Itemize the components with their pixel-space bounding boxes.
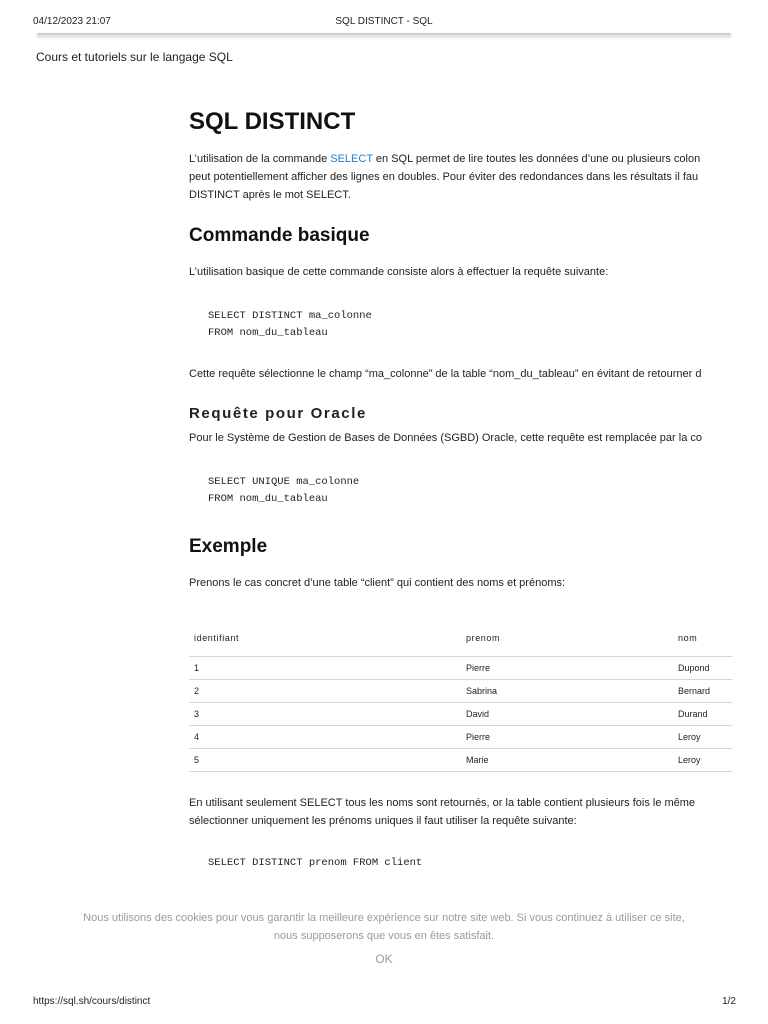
cookie-banner xyxy=(0,952,768,966)
column-header-identifiant: identifiant xyxy=(189,620,461,657)
client-table xyxy=(189,620,732,772)
code-line: FROM nom_du_tableau xyxy=(208,493,328,505)
example-description: Prenons le cas concret d’une table “client” qui contient des noms et prénoms: xyxy=(189,577,566,589)
cookie-ok-button[interactable]: OK xyxy=(375,952,393,966)
basic-explanation: Cette requête sélectionne le champ “ma_colonne” de la table “nom_du_tableau” en évitant de retourner d xyxy=(189,368,702,380)
table-cell: 3 xyxy=(189,703,461,726)
table-cell: 1 xyxy=(189,657,461,680)
table-header-row xyxy=(189,620,732,657)
code-block-basic xyxy=(189,308,732,342)
site-tagline[interactable]: Cours et tutoriels sur le langage SQL xyxy=(36,50,233,64)
table-cell: Marie xyxy=(461,749,673,772)
column-header-prenom: prenom xyxy=(461,620,673,657)
code-line: SELECT DISTINCT prenom FROM client xyxy=(208,857,423,869)
table-cell: 4 xyxy=(189,726,461,749)
print-page-number: 1/2 xyxy=(722,996,736,1007)
section-heading-example: Exemple xyxy=(189,536,268,557)
print-url: https://sql.sh/cours/distinct xyxy=(33,996,151,1007)
oracle-description: Pour le Système de Gestion de Bases de Données (SGBD) Oracle, cette requête est remplacée par la co xyxy=(189,432,702,444)
article-content xyxy=(189,108,732,888)
column-header-nom: nom xyxy=(673,620,732,657)
table-cell: Bernard xyxy=(673,680,732,703)
example-explanation-line-1: En utilisant seulement SELECT tous les noms sont retournés, or la table contient plusieurs fois le même xyxy=(189,797,696,809)
intro-line-2: peut potentiellement afficher des lignes en doubles. Pour éviter des redondances dans les résultats il fau xyxy=(189,171,699,183)
table-cell: Leroy xyxy=(673,749,732,772)
code-line: SELECT UNIQUE ma_colonne xyxy=(208,476,360,488)
cookie-text-line-2: nous supposerons que vous en êtes satisfait. xyxy=(273,930,495,942)
table-cell: 5 xyxy=(189,749,461,772)
table-cell: Dupond xyxy=(673,657,732,680)
table-row xyxy=(189,703,732,726)
intro-paragraph xyxy=(189,150,732,204)
print-header xyxy=(0,16,768,30)
table-cell: 2 xyxy=(189,680,461,703)
table-cell: Pierre xyxy=(461,726,673,749)
print-footer xyxy=(0,996,768,1010)
table-row xyxy=(189,657,732,680)
intro-text-after-link: en SQL permet de lire toutes les données d’une ou plusieurs colon xyxy=(372,153,701,165)
intro-text-before-link: L’utilisation de la commande xyxy=(189,153,331,165)
code-block-example xyxy=(189,855,422,872)
table-cell: Durand xyxy=(673,703,732,726)
section-heading-basic: Commande basique xyxy=(189,225,370,246)
print-page-title: SQL DISTINCT - SQL xyxy=(335,16,433,27)
select-link[interactable]: SELECT xyxy=(330,153,373,165)
code-line: SELECT DISTINCT ma_colonne xyxy=(208,310,372,322)
table-row xyxy=(189,749,732,772)
code-line: FROM nom_du_tableau xyxy=(208,327,328,339)
print-datetime: 04/12/2023 21:07 xyxy=(33,16,111,27)
header-divider xyxy=(37,33,731,35)
table-cell: David xyxy=(461,703,673,726)
example-explanation xyxy=(189,794,695,830)
table-cell: Sabrina xyxy=(461,680,673,703)
table-cell: Leroy xyxy=(673,726,732,749)
code-block-oracle xyxy=(189,474,732,508)
intro-line-3: DISTINCT après le mot SELECT. xyxy=(189,189,351,201)
cookie-text-line-1: Nous utilisons des cookies pour vous garantir la meilleure expérience sur notre site web. Si vous continuez à utiliser ce site, xyxy=(83,912,685,924)
example-explanation-line-2: sélectionner uniquement les prénoms uniques il faut utiliser la requête suivante: xyxy=(189,815,577,827)
article-title: SQL DISTINCT xyxy=(189,108,356,135)
table-row xyxy=(189,726,732,749)
cookie-banner-text xyxy=(0,909,768,945)
section-heading-oracle: Requête pour Oracle xyxy=(189,405,367,422)
table-cell: Pierre xyxy=(461,657,673,680)
table-row xyxy=(189,680,732,703)
basic-description: L’utilisation basique de cette commande consiste alors à effectuer la requête suivante: xyxy=(189,266,609,278)
